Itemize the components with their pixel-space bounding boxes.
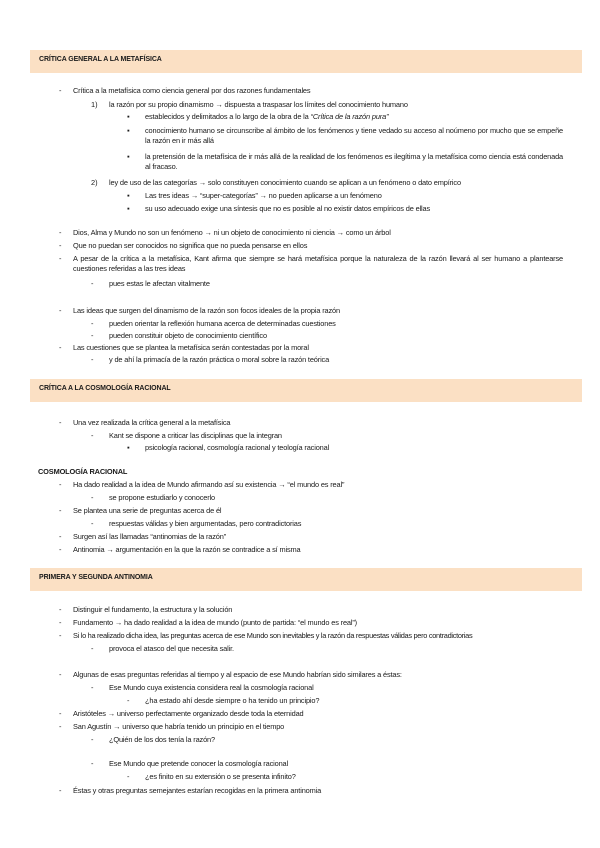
dash-marker: -: [59, 241, 62, 250]
list-item: Crítica a la metafísica como ciencia general por dos razones fundamentales: [73, 86, 311, 95]
list-item: Las ideas que surgen del dinamismo de la razón son focos ideales de la propia razón: [73, 306, 340, 315]
bullet-marker: ▪: [127, 191, 130, 200]
bullet-marker: ▪: [127, 443, 130, 452]
list-item: A pesar de la crítica a la metafísica, Kant afirma que siempre se hará metafísica porque la naturaleza de la razón llevará al ser humano a plantearse cuestiones referidas a las tres ideas: [73, 254, 563, 273]
dash-marker: -: [91, 431, 94, 440]
list-number: 2): [91, 178, 98, 187]
list-item: conocimiento humano se circunscribe al ámbito de los fenómenos y tiene vedado su acceso al noúmeno por mucho que se empeñe la razón en ir más allá: [145, 126, 563, 145]
list-item: Que no puedan ser conocidos no significa que no pueda pensarse en ellos: [73, 241, 308, 250]
bullet-marker: ▪: [127, 126, 130, 135]
list-item: Si lo ha realizado dicha idea, las preguntas acerca de ese Mundo son inevitables y la razón da respuestas válidas pero contradictorias: [73, 631, 473, 640]
list-item: Fundamento → ha dado realidad a la idea de mundo (punto de partida: “el mundo es real”): [73, 618, 357, 627]
dash-marker: -: [91, 759, 94, 768]
list-item: Aristóteles → universo perfectamente organizado desde toda la eternidad: [73, 709, 304, 718]
list-item: Una vez realizada la crítica general a la metafísica: [73, 418, 231, 427]
list-item: Antinomia → argumentación en la que la razón se contradice a sí misma: [73, 545, 301, 554]
dash-marker: -: [59, 343, 62, 352]
list-item: Ese Mundo que pretende conocer la cosmología racional: [109, 759, 288, 768]
section-title: CRÍTICA GENERAL A LA METAFÍSICA: [39, 56, 162, 63]
dash-marker: -: [59, 618, 62, 627]
section-title: PRIMERA Y SEGUNDA ANTINOMIA: [39, 574, 153, 581]
list-item: pues estas le afectan vitalmente: [109, 279, 210, 288]
dash-marker: -: [59, 670, 62, 679]
dash-marker: -: [59, 631, 62, 640]
subheading: COSMOLOGÍA RACIONAL: [38, 467, 128, 476]
list-item: se propone estudiarlo y conocerlo: [109, 493, 215, 502]
dash-marker: -: [91, 331, 94, 340]
dash-marker: -: [91, 683, 94, 692]
list-item: la razón por su propio dinamismo → dispuesta a traspasar los límites del conocimiento humano: [109, 100, 408, 109]
text-fragment: establecidos y delimitados a lo largo de la obra de la: [145, 112, 309, 121]
bullet-marker: ▪: [127, 112, 130, 121]
book-title: “Crítica de la razón pura”: [310, 112, 389, 121]
list-item: Algunas de esas preguntas referidas al tiempo y al espacio de ese Mundo habrían sido similares a éstas:: [73, 670, 402, 679]
dash-marker: -: [59, 228, 62, 237]
section-header-cosmologia: [30, 379, 582, 402]
dash-marker: -: [59, 532, 62, 541]
list-item: y de ahí la primacía de la razón práctica o moral sobre la razón teórica: [109, 355, 330, 364]
list-item: respuestas válidas y bien argumentadas, pero contradictorias: [109, 519, 302, 528]
bullet-marker: ▪: [127, 204, 130, 213]
dash-marker: -: [91, 319, 94, 328]
dash-marker: -: [91, 519, 94, 528]
list-item: Ese Mundo cuya existencia considera real la cosmología racional: [109, 683, 314, 692]
dash-marker: -: [59, 786, 62, 795]
dash-marker: -: [91, 644, 94, 653]
dash-marker: -: [127, 696, 130, 705]
dash-marker: -: [59, 605, 62, 614]
list-item: provoca el atasco del que necesita salir.: [109, 644, 234, 653]
list-item: Distinguir el fundamento, la estructura y la solución: [73, 605, 233, 614]
dash-marker: -: [59, 86, 62, 95]
list-item: psicología racional, cosmología racional y teología racional: [145, 443, 330, 452]
list-item: Kant se dispone a criticar las disciplinas que la integran: [109, 431, 282, 440]
list-item: ¿es finito en su extensión o se presenta infinito?: [145, 772, 296, 781]
list-item: Las tres ideas → “super-categorías” → no pueden aplicarse a un fenómeno: [145, 191, 382, 200]
list-item: ¿Quién de los dos tenía la razón?: [109, 735, 215, 744]
dash-marker: -: [59, 418, 62, 427]
section-header-metafisica: [30, 50, 582, 73]
bullet-marker: ▪: [127, 152, 130, 161]
dash-marker: -: [59, 722, 62, 731]
dash-marker: -: [91, 735, 94, 744]
list-item: Ha dado realidad a la idea de Mundo afirmando así su existencia → “el mundo es real”: [73, 480, 345, 489]
dash-marker: -: [59, 545, 62, 554]
list-item: su uso adecuado exige una síntesis que no es posible al no existir datos empíricos de ellas: [145, 204, 431, 213]
list-item: ley de uso de las categorías → solo constituyen conocimiento cuando se aplican a un fenómeno o dato empírico: [109, 178, 461, 187]
list-item: ¿ha estado ahí desde siempre o ha tenido un principio?: [145, 696, 320, 705]
list-number: 1): [91, 100, 98, 109]
list-item: Dios, Alma y Mundo no son un fenómeno → ni un objeto de conocimiento ni ciencia → como un árbol: [73, 228, 391, 237]
list-item: la pretensión de la metafísica de ir más allá de la realidad de los fenómenos es ilegítima y la metafísica como ciencia está condenada al fracaso.: [145, 152, 563, 171]
list-item: Éstas y otras preguntas semejantes estarían recogidas en la primera antinomia: [73, 786, 322, 795]
dash-marker: -: [59, 480, 62, 489]
section-title: CRÍTICA A LA COSMOLOGÍA RACIONAL: [39, 385, 171, 392]
dash-marker: -: [59, 709, 62, 718]
dash-marker: -: [59, 306, 62, 315]
list-item: Las cuestiones que se plantea la metafísica serán contestadas por la moral: [73, 343, 309, 352]
list-item: pueden constituir objeto de conocimiento científico: [109, 331, 267, 340]
list-item: San Agustín → universo que habría tenido un principio en el tiempo: [73, 722, 285, 731]
list-item: Surgen así las llamadas “antinomias de la razón”: [73, 532, 227, 541]
dash-marker: -: [127, 772, 130, 781]
list-item: pueden orientar la reflexión humana acerca de determinadas cuestiones: [109, 319, 336, 328]
section-header-antinomia: [30, 568, 582, 591]
dash-marker: -: [91, 355, 94, 364]
list-item: Se plantea una serie de preguntas acerca de él: [73, 506, 222, 515]
dash-marker: -: [59, 254, 62, 263]
list-item: [145, 112, 388, 122]
dash-marker: -: [91, 279, 94, 288]
dash-marker: -: [91, 493, 94, 502]
dash-marker: -: [59, 506, 62, 515]
